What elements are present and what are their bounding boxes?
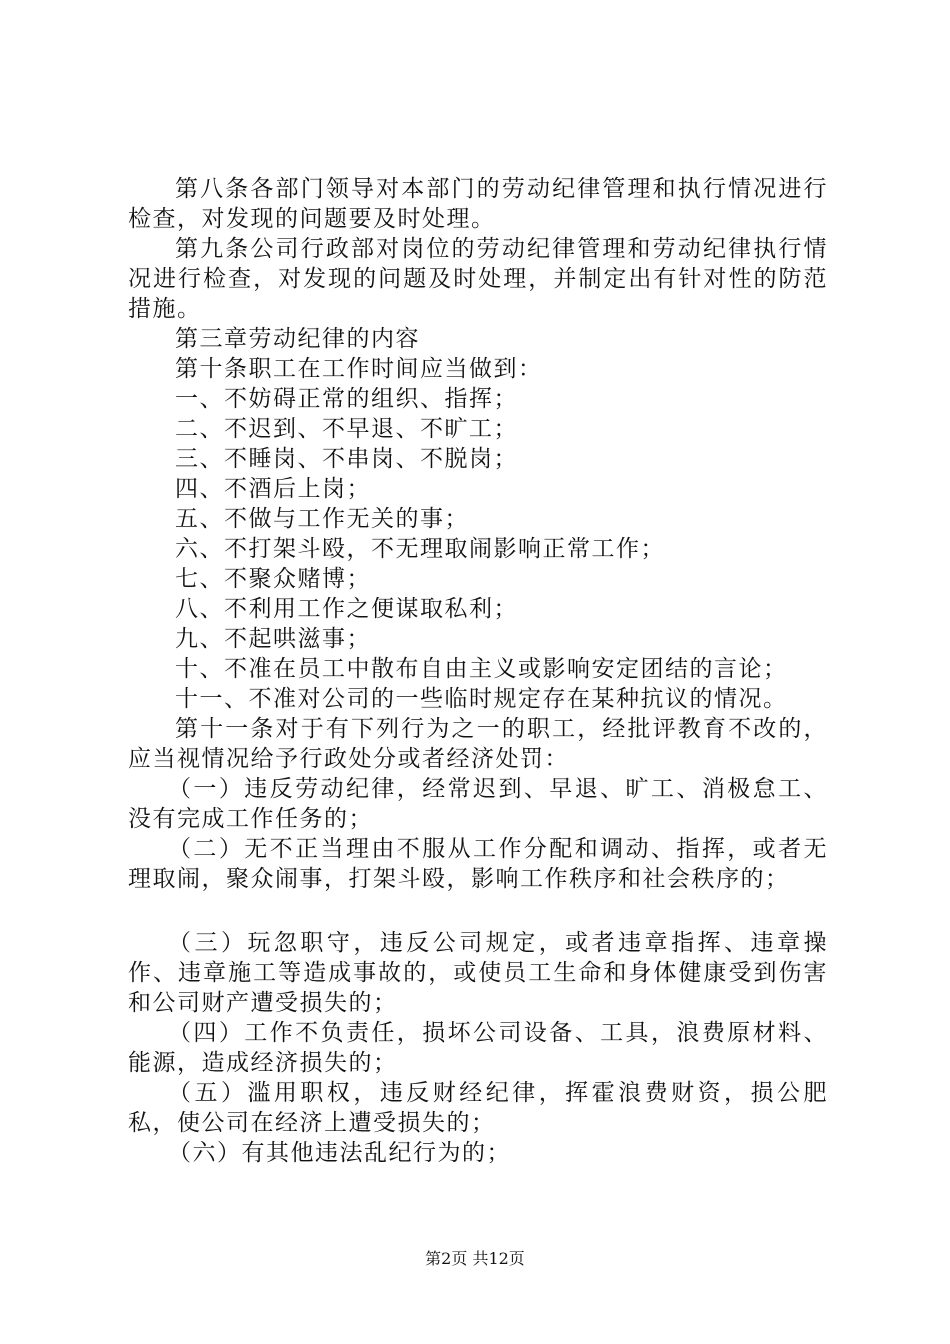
list-item-7: 七、不聚众赌博； [175, 566, 371, 592]
article-8-paragraph: 第八条各部门领导对本部门的劳动纪律管理和执行情况进行检查，对发现的问题要及时处理。 [128, 176, 828, 232]
document-body [128, 174, 828, 1168]
article-10-paragraph: 第十条职工在工作时间应当做到： [175, 356, 543, 382]
article-11-paragraph: 第十一条对于有下列行为之一的职工，经批评教育不改的，应当视情况给予行政处分或者经济处罚： [128, 716, 828, 772]
paragraph-gap [128, 894, 828, 928]
list-item-8: 八、不利用工作之便谋取私利； [175, 596, 518, 622]
list-item-3: 三、不睡岗、不串岗、不脱岗； [175, 446, 518, 472]
clause-4-paragraph: （四）工作不负责任，损坏公司设备、工具，浪费原材料、能源，造成经济损失的； [128, 1020, 828, 1076]
list-item-2: 二、不迟到、不早退、不旷工； [175, 416, 518, 442]
clause-3-paragraph: （三）玩忽职守，违反公司规定，或者违章指挥、违章操作、违章施工等造成事故的，或使员工生命和身体健康受到伤害和公司财产遭受损失的； [128, 930, 828, 1016]
clause-2-paragraph: （二）无不正当理由不服从工作分配和调动、指挥，或者无理取闹，聚众闹事，打架斗殴，影响工作秩序和社会秩序的； [128, 836, 828, 892]
clause-1-paragraph: （一）违反劳动纪律，经常迟到、早退、旷工、消极怠工、没有完成工作任务的； [128, 776, 828, 832]
list-item-4: 四、不酒后上岗； [175, 476, 371, 502]
list-item-9: 九、不起哄滋事； [175, 626, 371, 652]
list-item-10: 十、不准在员工中散布自由主义或影响安定团结的言论； [175, 656, 788, 682]
clause-5-paragraph: （五）滥用职权，违反财经纪律，挥霍浪费财资，损公肥私，使公司在经济上遭受损失的； [128, 1080, 828, 1136]
list-item-6: 六、不打架斗殴，不无理取闹影响正常工作； [175, 536, 665, 562]
list-item-11: 十一、不准对公司的一些临时规定存在某种抗议的情况。 [175, 686, 788, 712]
chapter-3-heading: 第三章劳动纪律的内容 [175, 326, 420, 352]
list-item-1: 一、不妨碍正常的组织、指挥； [175, 386, 518, 412]
article-9-paragraph: 第九条公司行政部对岗位的劳动纪律管理和劳动纪律执行情况进行检查，对发现的问题及时处理，并制定出有针对性的防范措施。 [128, 236, 828, 322]
clause-6-paragraph: （六）有其他违法乱纪行为的； [168, 1140, 511, 1166]
list-item-5: 五、不做与工作无关的事； [175, 506, 469, 532]
page-number-footer: 第2页 共12页 [425, 1249, 525, 1268]
